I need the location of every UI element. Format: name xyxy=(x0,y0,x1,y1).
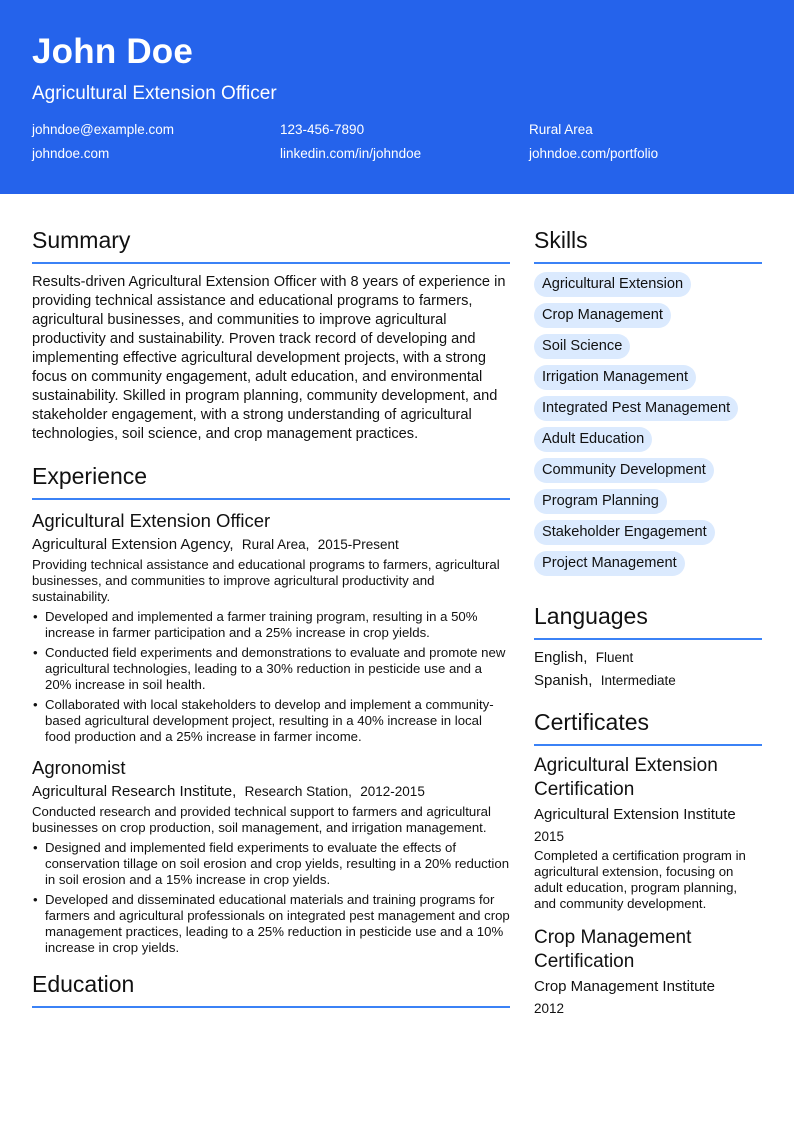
main-column xyxy=(32,226,510,1008)
achievement-item: • Developed and implemented a farmer training program, resulting in a 50% increase in farmer participation and a 25% increase in crop yields. xyxy=(33,609,478,640)
job-company: Agricultural Research Institute, xyxy=(32,783,237,800)
bullet-icon: • xyxy=(33,892,38,907)
job-location: Rural Area, xyxy=(241,537,310,552)
skill-chip: Integrated Pest Management xyxy=(534,396,738,421)
skills-list xyxy=(534,272,762,582)
job-description: Conducted research and provided technical support to farmers and agricultural businesses on crop production, soil management, and irrigation management. xyxy=(32,804,491,835)
languages-heading: Languages xyxy=(534,602,762,640)
email-link[interactable]: johndoe@example.com xyxy=(32,122,175,137)
certificate-item xyxy=(534,926,762,1017)
certificate-year: 2015 xyxy=(534,829,565,844)
website-link[interactable]: johndoe.com xyxy=(32,146,110,161)
job-achievements xyxy=(32,840,510,956)
job-meta xyxy=(32,782,510,801)
bullet-icon: • xyxy=(33,697,38,712)
phone-text: 123-456-7890 xyxy=(280,122,365,137)
skill-chip: Project Management xyxy=(534,551,685,576)
skills-heading: Skills xyxy=(534,226,762,264)
achievement-item: • Collaborated with local stakeholders to develop and implement a community-based agricultural development project, resulting in a 40% increase in local food production and a 25% increase in farmer income. xyxy=(33,697,494,744)
certificate-org: Crop Management Institute xyxy=(534,978,715,995)
job-description: Providing technical assistance and educational programs to farmers, agricultural businesses, and communities to improve agricultural productivity and sustainability. xyxy=(32,557,500,604)
job-dates: 2015-Present xyxy=(317,537,399,552)
achievement-item: • Designed and implemented field experiments to evaluate the effects of conservation tillage on soil erosion and crop yields, resulting in a 20% reduction in soil erosion and a 15% increase in crop yields. xyxy=(33,840,510,887)
language-item xyxy=(534,671,762,690)
skill-chip: Soil Science xyxy=(534,334,630,359)
certificate-year: 2012 xyxy=(534,1001,565,1016)
job-title: Agronomist xyxy=(32,757,126,778)
skill-chip: Irrigation Management xyxy=(534,365,696,390)
bullet-icon: • xyxy=(33,645,38,660)
skill-chip: Crop Management xyxy=(534,303,671,328)
job-title: Agricultural Extension Officer xyxy=(32,510,271,531)
skill-chip: Program Planning xyxy=(534,489,667,514)
language-name: Spanish, xyxy=(534,672,593,689)
summary-text: Results-driven Agricultural Extension Officer with 8 years of experience in providing technical assistance and educational programs to farmers, agricultural businesses, and communities to improve agricultural productivity and sustainability. Proven track record of developing and implementing effective agricultural development projects, with a strong focus on community engagement, adult education, and environmental sustainability. Skilled in program planning, community development, and stakeholder engagement, with a strong understanding of agricultural technologies, soil science, and crop management practices. xyxy=(32,274,506,442)
certificate-description: Completed a certification program in agricultural extension, focusing on adult education, program planning, and community development. xyxy=(534,848,746,911)
job-location: Research Station, xyxy=(244,784,352,799)
skill-chip: Stakeholder Engagement xyxy=(534,520,715,545)
job-meta xyxy=(32,535,510,554)
skill-chip: Adult Education xyxy=(534,427,652,452)
skill-chip: Agricultural Extension xyxy=(534,272,691,297)
certificate-org: Agricultural Extension Institute xyxy=(534,806,736,823)
experience-item xyxy=(32,757,510,956)
experience-heading: Experience xyxy=(32,462,510,500)
languages-list xyxy=(534,648,762,690)
language-item xyxy=(534,648,762,667)
experience-item xyxy=(32,510,510,745)
location-text: Rural Area xyxy=(529,122,593,137)
job-achievements xyxy=(32,609,510,745)
language-level: Intermediate xyxy=(600,673,676,688)
language-name: English, xyxy=(534,649,588,666)
job-dates: 2012-2015 xyxy=(360,784,425,799)
candidate-name: John Doe xyxy=(32,32,194,71)
certificate-title: Agricultural Extension Certification xyxy=(534,755,718,800)
certificate-item xyxy=(534,754,762,912)
candidate-title: Agricultural Extension Officer xyxy=(32,83,277,104)
language-level: Fluent xyxy=(595,650,634,665)
bullet-icon: • xyxy=(33,609,38,624)
certificates-heading: Certificates xyxy=(534,708,762,746)
achievement-item: • Developed and disseminated educational materials and training programs for farmers and agricultural professionals on integrated pest management and crop management practices, leading to a 25% reduction in pesticide use and a 10% increase in crop yields. xyxy=(33,892,510,955)
linkedin-link[interactable]: linkedin.com/in/johndoe xyxy=(280,146,422,161)
summary-heading: Summary xyxy=(32,226,510,264)
skill-chip: Community Development xyxy=(534,458,714,483)
side-column xyxy=(534,226,762,1017)
achievement-item: • Conducted field experiments and demonstrations to evaluate and promote new agricultural technologies, leading to a 30% reduction in pesticide use and a 20% increase in soil health. xyxy=(33,645,506,692)
education-heading: Education xyxy=(32,970,510,1008)
portfolio-link[interactable]: johndoe.com/portfolio xyxy=(529,146,659,161)
bullet-icon: • xyxy=(33,840,38,855)
resume-header xyxy=(0,0,794,194)
certificate-title: Crop Management Certification xyxy=(534,927,692,972)
job-company: Agricultural Extension Agency, xyxy=(32,536,234,553)
